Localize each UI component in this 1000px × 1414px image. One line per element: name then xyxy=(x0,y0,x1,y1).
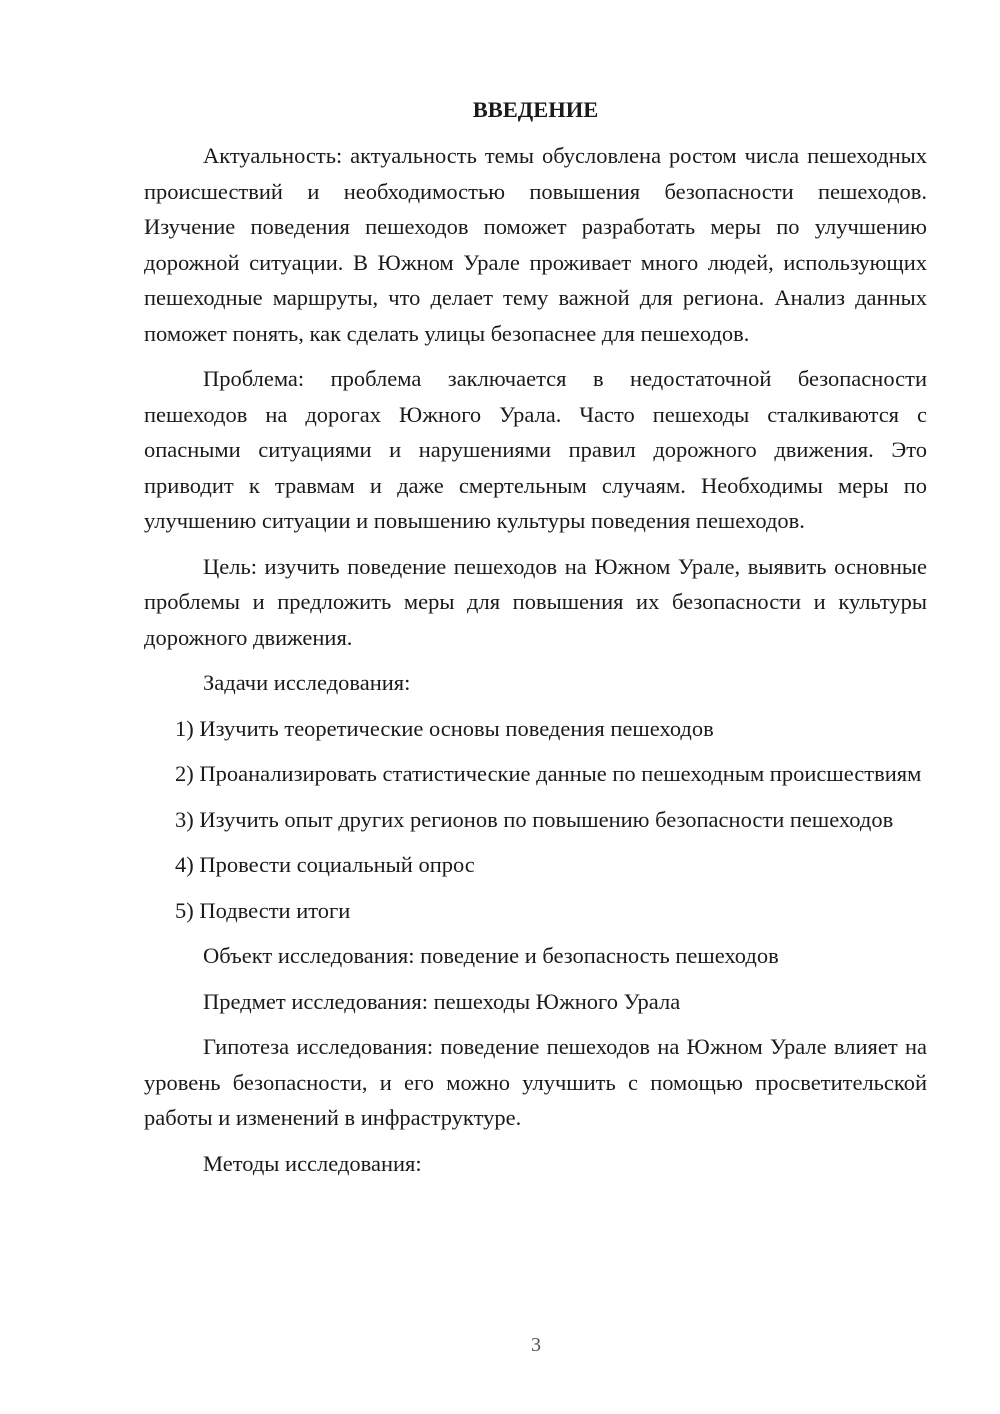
task-item-3: 3) Изучить опыт других регионов по повышению безопасности пешеходов xyxy=(175,806,894,832)
task-item-2: 2) Проанализировать статистические данные по пешеходным происшествиям xyxy=(175,761,922,786)
section-heading: ВВЕДЕНИЕ xyxy=(472,97,599,122)
problem-paragraph: Проблема: проблема заключается в недостаточной безопасности пешеходов на дорогах Южного Урала. Часто пешеходы сталкиваются с опасными ситуациями и нарушениями правил дорожного движения. Это приводит к травмам и даже смертельным случаям. Необходимы меры по улучшению ситуации и повышению культуры поведения пешеходов. xyxy=(144,366,927,533)
page-content xyxy=(144,92,927,1191)
relevance-paragraph: Актуальность: актуальность темы обусловлена ростом числа пешеходных происшествий и необходимостью повышения безопасности пешеходов. Изучение поведения пешеходов поможет разработать меры по улучшению дорожной ситуации. В Южном Урале проживает много людей, использующих пешеходные маршруты, что делает тему важной для региона. Анализ данных поможет понять, как сделать улицы безопаснее для пешеходов. xyxy=(144,143,927,346)
hypothesis-paragraph: Гипотеза исследования: поведение пешеходов на Южном Урале влияет на уровень безопасности, и его можно улучшить с помощью просветительской работы и изменений в инфраструктуре. xyxy=(144,1034,927,1130)
object-paragraph: Объект исследования: поведение и безопасность пешеходов xyxy=(203,943,779,968)
task-item-4: 4) Провести социальный опрос xyxy=(175,852,475,877)
tasks-title: Задачи исследования: xyxy=(203,670,411,695)
page-number: 3 xyxy=(531,1334,541,1356)
methods-title: Методы исследования: xyxy=(203,1150,422,1176)
goal-paragraph: Цель: изучить поведение пешеходов на Южном Урале, выявить основные проблемы и предложить меры для повышения их безопасности и культуры дорожного движения. xyxy=(144,553,927,650)
task-item-5: 5) Подвести итоги xyxy=(175,897,351,923)
subject-paragraph: Предмет исследования: пешеходы Южного Урала xyxy=(203,988,681,1014)
task-item-1: 1) Изучить теоретические основы поведения пешеходов xyxy=(175,715,714,741)
